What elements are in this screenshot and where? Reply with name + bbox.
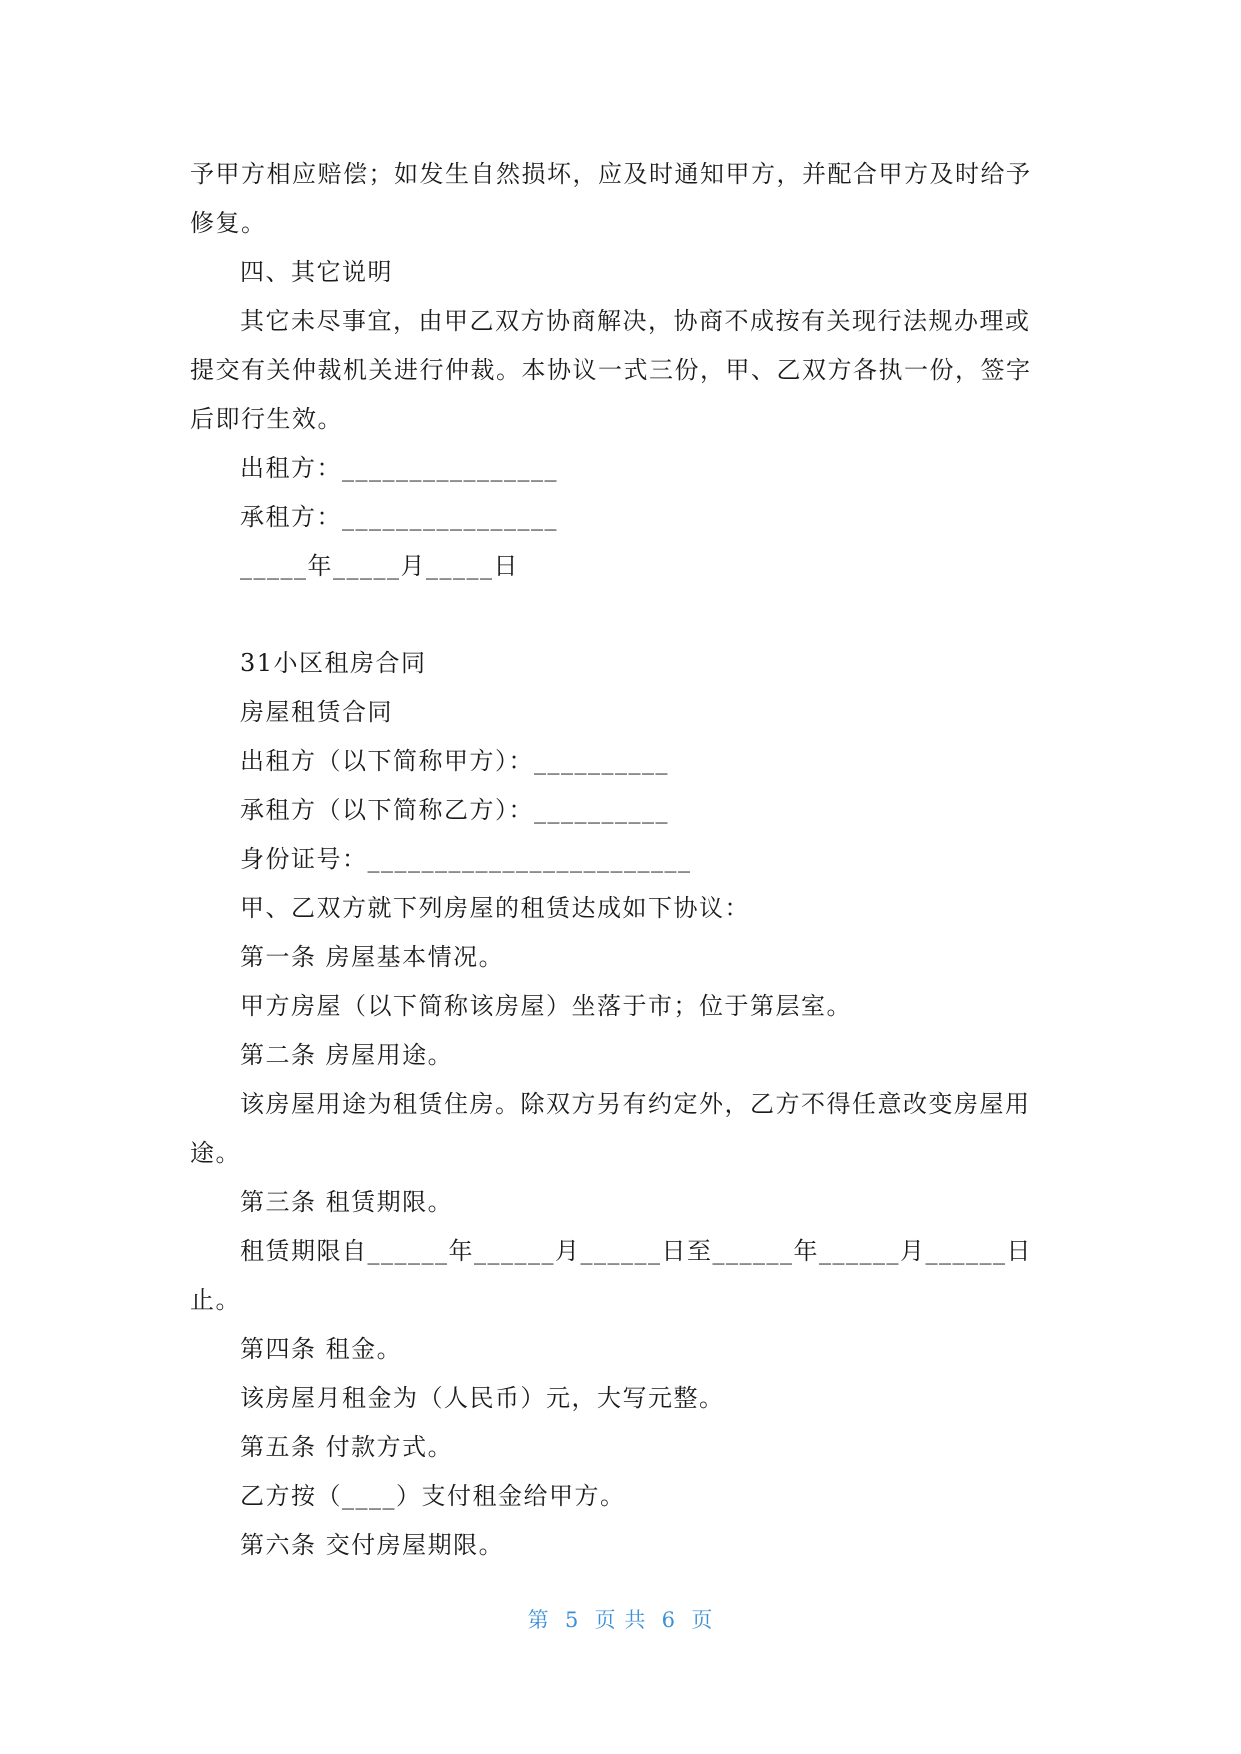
article-heading: 第四条 租金。 <box>240 1335 403 1363</box>
article-heading: 第五条 付款方式。 <box>240 1433 454 1461</box>
id-number-field: 身份证号：________________________ <box>240 845 692 873</box>
section-heading: 四、其它说明 <box>240 258 393 286</box>
paragraph: 该房屋月租金为（人民币）元，大写元整。 <box>240 1384 725 1412</box>
paragraph-group-before <box>190 150 1050 591</box>
paragraph: 该房屋用途为租赁住房。除双方另有约定外，乙方不得任意改变房屋用途。 <box>190 1090 1031 1167</box>
paragraph: 甲方房屋（以下简称该房屋）坐落于市；位于第层室。 <box>240 992 852 1020</box>
document-title: 31小区租房合同 <box>240 649 427 677</box>
paragraph: 乙方按（____）支付租金给甲方。 <box>240 1482 626 1510</box>
lessee-field: 承租方（以下简称乙方）：__________ <box>240 796 669 824</box>
lease-term-line: 租赁期限自______年______月______日至______年______月______日止。 <box>190 1237 1032 1314</box>
document-body <box>190 150 1050 1570</box>
page-number-footer: 第 5 页 共 6 页 <box>527 1608 714 1632</box>
paragraph: 其它未尽事宜，由甲乙双方协商解决，协商不成按有关现行法规办理或提交有关仲裁机关进行仲裁。本协议一式三份，甲、乙双方各执一份，签字后即行生效。 <box>190 307 1032 433</box>
paragraph-group-after <box>190 639 1050 1570</box>
signature-line-lessor: 出租方：________________ <box>240 454 558 482</box>
signature-line-lessee: 承租方：________________ <box>240 503 558 531</box>
article-heading: 第三条 租赁期限。 <box>240 1188 454 1216</box>
paragraph: 甲、乙双方就下列房屋的租赁达成如下协议： <box>240 894 750 922</box>
paragraph: 予甲方相应赔偿；如发生自然损坏，应及时通知甲方，并配合甲方及时给予修复。 <box>190 160 1032 237</box>
contract-title: 房屋租赁合同 <box>240 698 393 726</box>
section-gap <box>190 591 1050 639</box>
article-heading: 第一条 房屋基本情况。 <box>240 943 505 971</box>
lessor-field: 出租方（以下简称甲方）：__________ <box>240 747 669 775</box>
article-heading: 第二条 房屋用途。 <box>240 1041 454 1069</box>
date-line: _____年_____月_____日 <box>240 552 519 580</box>
article-heading: 第六条 交付房屋期限。 <box>240 1531 505 1559</box>
